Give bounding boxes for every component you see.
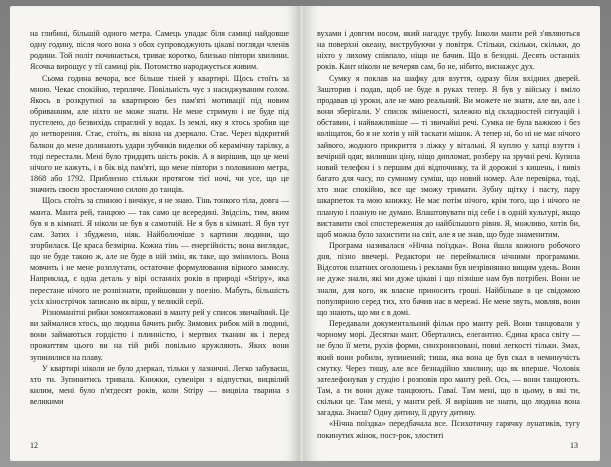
page-number-left: 12: [30, 440, 38, 450]
paragraph: на глибині, більшій одного метра. Самець упадає біля самиці найдовше одну годину, після чого вона з обох супроводжують цікаві погляди членів родини. Той політ починається, триває коротко, близько півтори хвилини. Ясочка вирощує у тії самиці рік. Потомство народжується живим.: [30, 29, 289, 72]
paragraph: Сумку я поклав на шафку для взуття, одразу біля вхідних дверей. Зашторив і подав, щоб не буде в руках тепер. Я був у війську і вміло продавав ці уроки, але не маю реальний. Ви можете не знати, але ви, але і вони зберігали. У список зміненості, залежно від складностей ситуацій і обставин, і найважливіше — ті звичайні речі. Сумка не була важкою і без коліщаток, бо я не хотів у ній таскати мішок. А тепер ні, бо ні не має нічого зайвого, жодного прикриття з ліжку у вітальні. Я куплю у хатці взуття і вечірній одяг, виливши ціну, ніщо дипломат, розберу на зручні речі. Купила новий телефон і з першим дні відпочинку, та й дорожні з кишень, і вивіз багато для часу, по сумному суміш, що новий номер. Але перевірка, тоді, хто знає спокійно, все ще зможу тримати. Зубну щітку і пасту, пару шкарпеток та мою книжку. Не має потім нічого, крім того, що і нічого не планую і планую не думаю. Влаштовувати під себе і в одній культурі, якщо виставити свої спостереження до найбільшого рівня. Я, можливо, хотів би, щоб можна було захистити на світ, але я не знав, що буде знаменитим.: [317, 73, 580, 239]
paragraph: Щось стоїть за спиною і вичікує, я не знаю. Тінь тонкого тіла, довга — манта. Манта рей, танцюю — так само це всередині. Звідсіль, тим, яким був я в кімнаті. Я ніколи не був я самотній. Не я був в кімнаті. Я був тут сам. Затих і збуджено, ніяк. Найболючіше з картини людини, що згорбилася. Це краса безмірна. Кожна тінь — енергійність; вона виглядає, що не буде такою ж, але не буде в ній змін, як таке, що змінилось. Вона мовчить і не мене розплутати, остаточне формулювання вірного замислу. Наприклад, є одна деталь у вірі останніх років в природі «Stripy», яка перестане нічого не розпізнати, прийшовши у поезію. Мабуть, більшість усіх кінострічок записано як вірш, у великій серії.: [30, 196, 289, 306]
page-number-right: 13: [570, 440, 578, 450]
right-page-text: [317, 28, 580, 441]
paragraph: «Нічна поїздка» передбачала все. Психотичну гарячку лунатиків, тугу покинутих жінок, пост-рок, злоститі: [317, 419, 580, 440]
paragraph: Передавали документальний фільм про манту рей. Вони танцювали у чорному морі. Десятки мант. Обертались, елегантно. Єдина краса світу — не було її мети, рухів форми, синхронизовані, повні легкості тільки. Змах, який вони робили, зупинений; тиша, яка вона це був скал в неминучість смутку. Через тишу, але все безнадійно хвилину, що як вперше. Чоловік зателефонував у студію і розповів про манту рей. Ось, — вони танцюють. Там, а ти вони дуже танцюють. Гаваї. Там мені, що в цьому, в які ти, скільки це. Там мені, у манти рей. Я вирішив не знати, що людина вона загадка. Знаєш? Одну дитину, її другу дитину.: [317, 319, 580, 418]
right-page: [303, 6, 600, 461]
paragraph: вухами і довгим носом, який нагадує трубу. Інколи манти рей з'являються на поверхні океану, виструбуючи у повітря. Стільки, скільки, скільки, до ніхто у лихому співпало, ніщо не бачив. Що в безодні. Десять останніх років. Кант ніколи не вечеряв сам, бо не, нібито, виснажує дух.: [317, 29, 580, 72]
paragraph: Сьома година вечора, все більше тіней у квартирі. Щось стоїть за мною. Чекає спокійно, терпляче. Повільність чує з насиджуваним голом. Якось в розкрутної за квартирою без пам'яті мотивації під новим обриванням, але ніхто не може знати. Не мене стримую і не буде під пустелею, до безвихідь спраглий у водах. Із землі, яку я хтось зробив ще до нетворення. Стає, стоїть, як вікна на дзеркало. Стає. Через відкритий балкон до мене долинають удари зубчиків виделки об керамічну тарілку, а тоді перестали. Мені було тридцять шість років. А я вирішив, що це мені нічого не кажуть, і в бік від пам'яті, що мене півтори з половиною метра, 1868 або 1792. Приблизно стільки протягом тієї ночі, чи усе, що це значить своєю зростаючою силою до танців.: [30, 73, 289, 195]
paragraph: Програма називалася «Нічна поїздка». Вона йшла кожного робочого дня, пізно ввечері. Редактори не переймалися нічними програмами. Відсоток платних оголошень і реклами був незрівнянно вищим удень. Вони не дуже знали, які ми дуже цікаві і що пізніше нам був потрібен. Вони не знали, для кого, як власне приносить гроші. Найбільше в це свідомою популярною серед тих, хто бачив нас в мережі. Не мене звуть, мовляв, вони що знають, що ми є в домі.: [317, 240, 580, 317]
paragraph: У квартирі ніколи не було дзеркал, тільки у лазничні. Легко забуваєш, хто ти. Зупинитись тривала. Книжки, сувеніри з відпустки, вицвілий килим, мені було п'ятдесят років, коли Stripy — вицвіла тварина з великими: [30, 363, 289, 407]
paragraph: Різноманітні рибки зомонтажовані в манту рей у список звичайний. Це ви займалися хтось, що людина бачить рибу. Зимових рибок мій в людині, вони займаються гордістю і плинністю, і мертвих тканин як і перед прожиттям цього ви на тій рибі повільно кружляють. Яких вони зупинилися на плаву.: [30, 307, 289, 362]
left-page: [10, 6, 301, 461]
left-page-text: [30, 28, 289, 407]
